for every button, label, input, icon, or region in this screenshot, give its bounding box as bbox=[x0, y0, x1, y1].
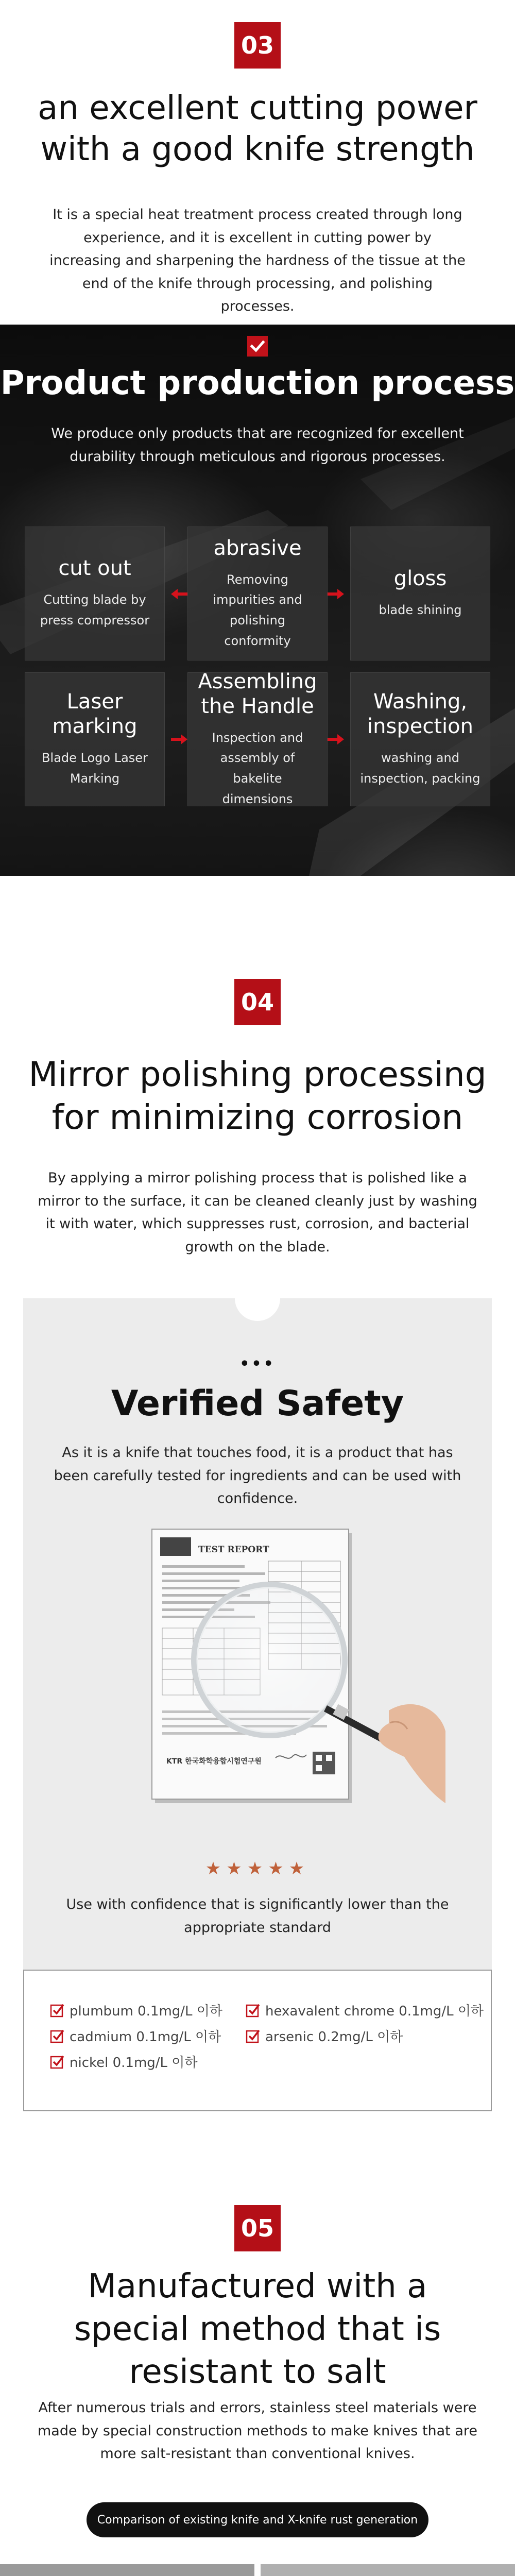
process-description: We produce only products that are recognized for excellent durability through meticulous and rigorous processes. bbox=[51, 426, 464, 465]
report-footer: KTR 한국화학융합시험연구원 bbox=[166, 1757, 262, 1766]
section-description: By applying a mirror polishing process that is polished like a mirror to the surface, it can be cleaned cleanly just by washing it with water, which suppresses rust, corrosion, and bacterial growth on the blade. bbox=[38, 1170, 477, 1255]
step-name: Laser marking bbox=[52, 690, 138, 739]
result-label: plumbum 0.1mg/L 이하 bbox=[70, 2004, 223, 2019]
result-item bbox=[50, 2001, 222, 2020]
title-line: an excellent cutting power bbox=[38, 89, 477, 127]
title-line: Manufactured with a bbox=[88, 2267, 427, 2306]
test-report-image bbox=[147, 1525, 445, 1814]
safety-description: As it is a knife that touches food, it is a product that has been carefully tested for ingredients and can be used with confidence. bbox=[54, 1445, 461, 1507]
section-salt-resistant bbox=[0, 2111, 515, 2576]
step-name: Washing, inspection bbox=[367, 690, 473, 739]
x-knife-photo bbox=[261, 2564, 515, 2576]
process-step-washing-inspection bbox=[350, 672, 490, 806]
step-description: Removing impurities and polishing conformity bbox=[213, 572, 302, 648]
process-step-cut-out bbox=[25, 527, 165, 660]
clean-knives-image bbox=[261, 2564, 515, 2576]
title-line: special method that is bbox=[74, 2310, 441, 2349]
check-icon bbox=[50, 2029, 64, 2043]
result-label: arsenic 0.2mg/L 이하 bbox=[265, 2029, 403, 2045]
step-name: abrasive bbox=[213, 536, 302, 560]
section-cutting-power bbox=[0, 0, 515, 325]
production-process-section bbox=[0, 325, 515, 876]
check-icon bbox=[50, 2055, 64, 2069]
check-icon bbox=[246, 2029, 260, 2043]
arrow-right-icon bbox=[170, 734, 188, 745]
title-line: for minimizing corrosion bbox=[52, 1097, 464, 1137]
test-results-box bbox=[23, 1970, 492, 2111]
step-name: cut out bbox=[58, 556, 131, 581]
step-name: gloss bbox=[393, 567, 447, 591]
result-item bbox=[50, 2052, 198, 2071]
checkbox-icon bbox=[246, 335, 269, 358]
title-line: resistant to salt bbox=[129, 2353, 386, 2392]
title-line: with a good knife strength bbox=[40, 130, 475, 168]
result-item bbox=[50, 2026, 221, 2045]
step-description: washing and inspection, packing bbox=[360, 751, 480, 786]
process-step-gloss bbox=[350, 527, 490, 660]
arrow-left-icon bbox=[170, 588, 188, 600]
existing-knife-photo bbox=[0, 2564, 254, 2576]
comparison-label: Comparison of existing knife and X-knife rust generation bbox=[87, 2502, 428, 2537]
step-description: Inspection and assembly of bakelite dimensions bbox=[212, 730, 303, 806]
card-notch bbox=[235, 1276, 280, 1321]
result-item bbox=[246, 2001, 484, 2020]
section-number-badge: 05 bbox=[234, 2205, 281, 2251]
check-icon bbox=[50, 2003, 64, 2018]
section-title bbox=[0, 2265, 515, 2394]
dots-ornament: ••• bbox=[239, 1355, 276, 1373]
verified-safety-card bbox=[23, 1298, 492, 2111]
section-description: It is a special heat treatment process created through long experience, and it is excellent in cutting power by increasing and sharpening the hardness of the tissue at the end of the knife through processing, and polishing processes. bbox=[49, 207, 466, 315]
section-description: After numerous trials and errors, stainless steel materials were made by special construction methods to make knives that are more salt-resistant than conventional knives. bbox=[37, 2400, 478, 2462]
result-label: hexavalent chrome 0.1mg/L 이하 bbox=[265, 2004, 484, 2019]
check-icon bbox=[246, 2003, 260, 2018]
process-step-assembling-handle bbox=[187, 669, 328, 806]
step-description: Cutting blade by press compressor bbox=[40, 592, 150, 628]
rating-stars: ★★★★★ bbox=[205, 1858, 310, 1879]
title-line: Mirror polishing processing bbox=[28, 1055, 487, 1094]
result-label: cadmium 0.1mg/L 이하 bbox=[70, 2029, 221, 2045]
step-name: Assembling the Handle bbox=[198, 669, 317, 718]
section-title bbox=[0, 1054, 515, 1139]
section-number-badge: 03 bbox=[234, 22, 281, 69]
process-step-laser-marking bbox=[25, 672, 165, 806]
result-item bbox=[246, 2026, 403, 2045]
result-label: nickel 0.1mg/L 이하 bbox=[70, 2055, 198, 2071]
section-title bbox=[0, 88, 515, 170]
process-step-abrasive bbox=[187, 527, 328, 660]
step-description: Blade Logo Laser Marking bbox=[42, 751, 148, 786]
report-heading: TEST REPORT bbox=[198, 1545, 269, 1555]
arrow-right-icon bbox=[327, 588, 345, 600]
safety-title: Verified Safety bbox=[111, 1383, 404, 1424]
rating-text: Use with confidence that is significantly lower than the appropriate standard bbox=[66, 1896, 449, 1936]
step-description: blade shining bbox=[379, 603, 462, 618]
section-number-badge: 04 bbox=[234, 979, 281, 1025]
rusted-knives-image bbox=[0, 2564, 254, 2576]
process-title: Product production process bbox=[0, 364, 515, 402]
test-report-graphic bbox=[147, 1525, 445, 1814]
arrow-right-icon bbox=[327, 734, 345, 745]
